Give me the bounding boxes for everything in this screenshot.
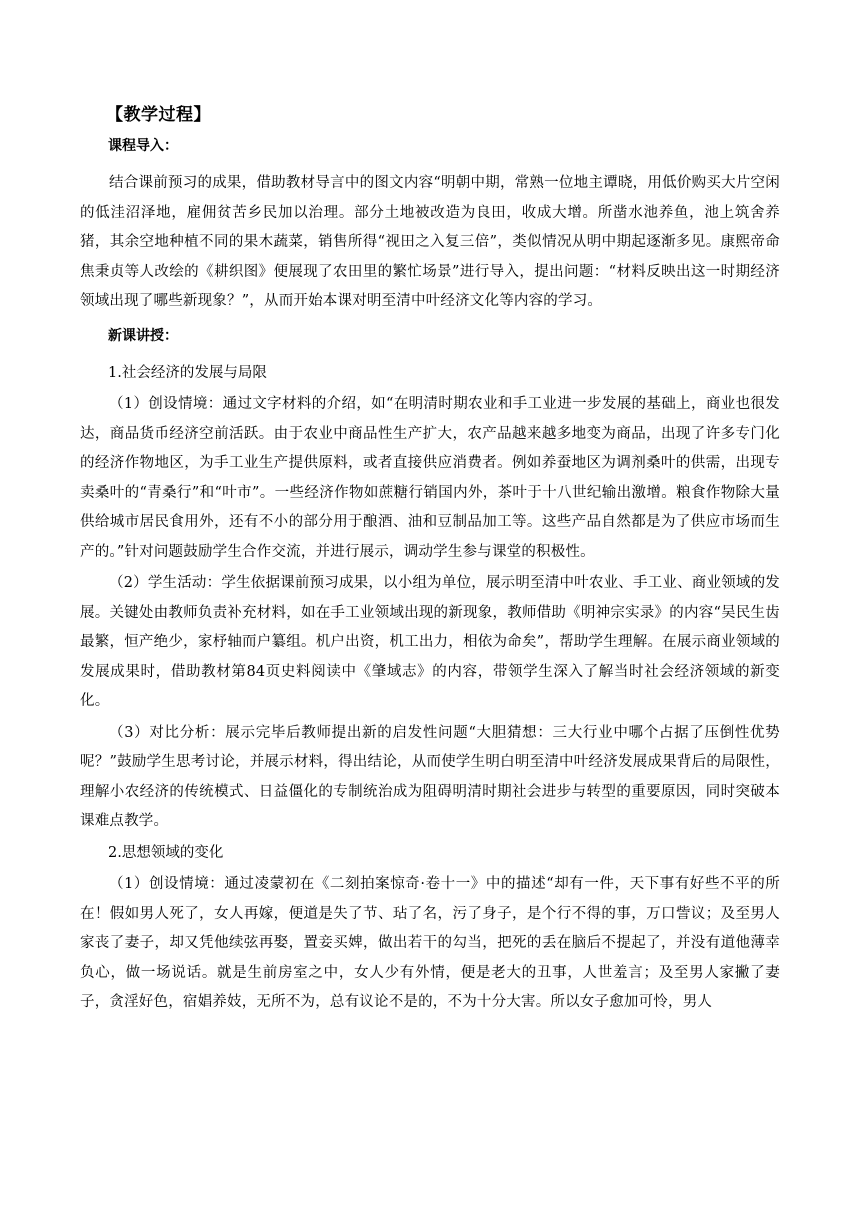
document-content xyxy=(80,100,780,1020)
paragraph-intro: 结合课前预习的成果，借助教材导言中的图文内容“明朝中期，常熟一位地主谭晓，用低价购买大片空闲的低洼沼泽地，雇佣贫苦乡民加以治理。部分土地被改造为良田，收成大增。所凿水池养鱼，池上筑舍养猪，其余空地种植不同的果木蔬菜，销售所得“视田之入复三倍”，类似情况从明中期起逐渐多见。康熙帝命焦秉贞等人改绘的《耕织图》便展现了农田里的繁忙场景”进行导入，提出问题：“材料反映出这一时期经济领域出现了哪些新现象？”，从而开始本课对明至清中叶经济文化等内容的学习。 xyxy=(80,175,780,309)
paragraph-economy-activity: （2）学生活动：学生依据课前预习成果，以小组为单位，展示明至清中叶农业、手工业、商业领域的发展。关键处由教师负责补充材料，如在手工业领域出现的新现象，教师借助《明神宗实录》的内容“吴民生齿最繁，恒产绝少，家杼轴而户纂组。机户出资，机工出力，相依为命矣”，帮助学生理解。在展示商业领域的发展成果时，借助教材第84页史料阅读中《肇域志》的内容，带领学生深入了解当时社会经济领域的新变化。 xyxy=(80,575,780,709)
subheading-course-intro: 课程导入： xyxy=(108,138,178,154)
section-title-economy: 1.社会经济的发展与局限 xyxy=(108,364,267,381)
paragraph-thought-situation: （1）创设情境：通过凌蒙初在《二刻拍案惊奇·卷十一》中的描述“却有一件，天下事有好些不平的所在！假如男人死了，女人再嫁，便道是失了节、玷了名，污了身子，是个行不得的事，万口訾议；及至男人家丧了妻子，却又凭他续弦再娶，置妾买婢，做出若干的勾当，把死的丢在脑后不提起了，并没有道他薄幸负心，做一场说话。就是生前房室之中，女人少有外情，便是老大的丑事，人世羞言；及至男人家撇了妻子，贪淫好色，宿娼养妓，无所不为，总有议论不是的，不为十分大害。所以女子愈加可怜，男人 xyxy=(80,876,780,1010)
section-heading-teaching-process: 【教学过程】 xyxy=(106,105,211,125)
section-title-thought: 2.思想领域的变化 xyxy=(108,844,224,861)
paragraph-economy-situation: （1）创设情境：通过文字材料的介绍，如“在明清时期农业和手工业进一步发展的基础上，商业也很发达，商品货币经济空前活跃。由于农业中商品性生产扩大，农产品越来越多地变为商品，出现了许多专门化的经济作物地区，为手工业生产提供原料，或者直接供应消费者。例如养蚕地区为调剂桑叶的供需，出现专卖桑叶的“青桑行”和“叶市”。一些经济作物如蔗糖行销国内外，茶叶于十八世纪输出激增。粮食作物除大量供给城市居民食用外，还有不小的部分用于酿酒、油和豆制品加工等。这些产品自然都是为了供应市场而生产的。”针对问题鼓励学生合作交流，并进行展示，调动学生参与课堂的积极性。 xyxy=(80,396,780,560)
paragraph-economy-analysis: （3）对比分析：展示完毕后教师提出新的启发性问题“大胆猜想：三大行业中哪个占据了压倒性优势呢？”鼓励学生思考讨论，并展示材料，得出结论，从而使学生明白明至清中叶经济发展成果背后的局限性，理解小农经济的传统模式、日益僵化的专制统治成为阻碍明清时期社会进步与转型的重要原因，同时突破本课难点教学。 xyxy=(80,724,780,829)
subheading-new-lesson: 新课讲授： xyxy=(108,327,178,344)
